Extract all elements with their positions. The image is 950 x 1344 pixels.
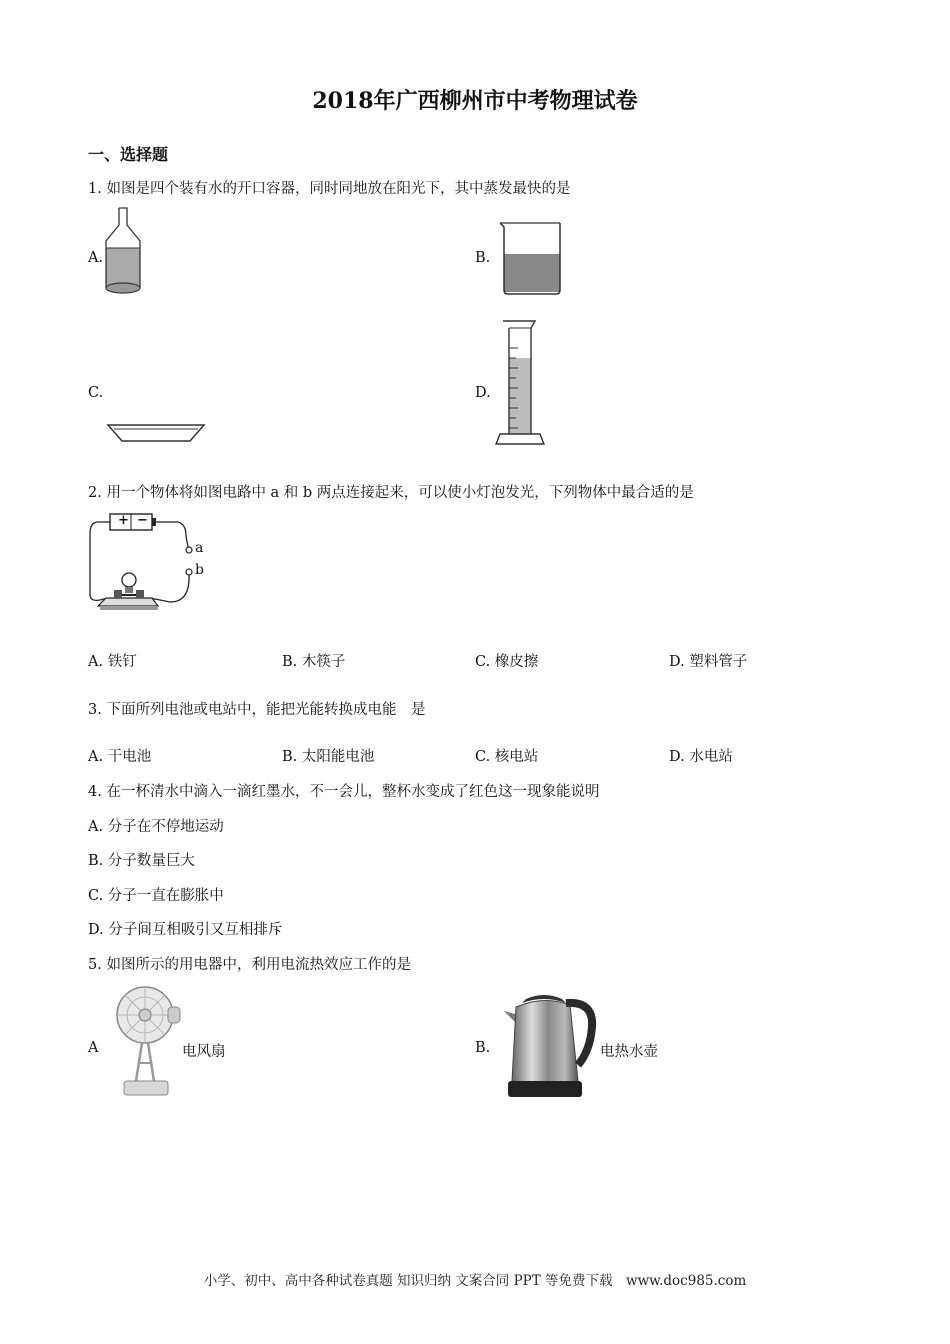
electric-fan-image (110, 985, 182, 1103)
q3-option-c: C. 核电站 (475, 749, 539, 765)
section-heading: 一、选择题 (88, 145, 169, 164)
electric-kettle-image (500, 993, 600, 1101)
point-a-label: a (195, 540, 204, 556)
q5-option-b: B. (475, 1040, 491, 1056)
q4-option-c: C. 分子一直在膨胀中 (88, 888, 224, 904)
q3-option-d: D. 水电站 (669, 749, 733, 765)
footer-text: 小学、初中、高中各种试卷真题 知识归纳 文案合同 PPT 等免费下载 www.doc985.com (203, 1273, 747, 1289)
q3-option-a: A. 干电池 (88, 749, 152, 765)
q2-option-b: B. 木筷子 (282, 654, 346, 670)
page-title: 2018年广西柳州市中考物理试卷 (312, 88, 638, 114)
battery-plus-sign: + (118, 513, 129, 528)
q1-option-b: B. (475, 250, 491, 266)
question-2-stem: 2. 用一个物体将如图电路中 a 和 b 两点连接起来，可以使小灯泡发光，下列物体中最合适的是 (88, 485, 694, 501)
q5-caption-b: 电热水壶 (600, 1044, 658, 1060)
question-3-stem: 3. 下面所列电池或电站中，能把光能转换成电能 是 (88, 702, 426, 718)
q2-option-c: C. 橡皮擦 (475, 654, 539, 670)
q4-option-a: A. 分子在不停地运动 (88, 819, 224, 835)
q5-caption-a: 电风扇 (182, 1044, 226, 1060)
question-1-stem: 1. 如图是四个装有水的开口容器，同时同地放在阳光下，其中蒸发最快的是 (88, 181, 571, 197)
q1-option-d: D. (475, 385, 491, 401)
q2-option-a: A. 铁钉 (88, 654, 137, 670)
q4-option-b: B. 分子数量巨大 (88, 853, 195, 869)
point-b-label: b (195, 562, 204, 578)
question-5-stem: 5. 如图所示的用电器中，利用电流热效应工作的是 (88, 957, 411, 973)
question-4-stem: 4. 在一杯清水中滴入一滴红墨水，不一会儿，整杯水变成了红色这一现象能说明 (88, 784, 600, 800)
q5-option-a: A (88, 1040, 99, 1056)
graduated-cylinder-figure (490, 318, 550, 448)
circuit-figure (86, 510, 216, 614)
q1-option-c: C. (88, 385, 104, 401)
q2-option-d: D. 塑料管子 (669, 654, 748, 670)
bottle-figure (100, 205, 150, 295)
q1-option-a: A. (88, 250, 104, 266)
beaker-figure (498, 220, 568, 298)
battery-minus-sign: − (137, 513, 148, 528)
q3-option-b: B. 太阳能电池 (282, 749, 375, 765)
q4-option-d: D. 分子间互相吸引又互相排斥 (88, 922, 283, 938)
dish-figure (106, 420, 208, 446)
